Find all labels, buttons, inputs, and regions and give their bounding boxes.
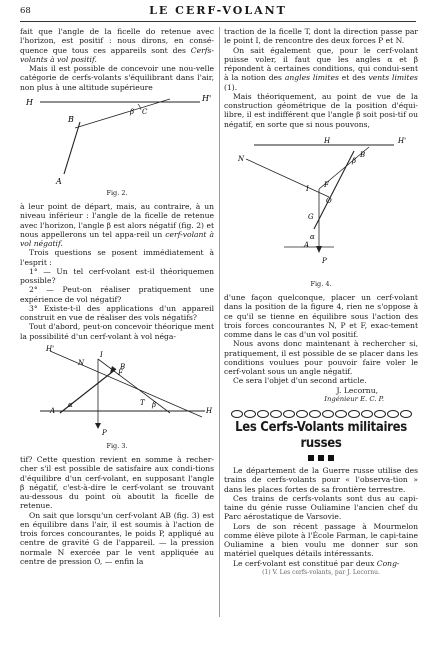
figure-caption: Fig. 4. xyxy=(310,279,332,288)
paragraph: Nous avons donc maintenant à rechercher si, pratiquement, il est possible de se placer dans les conditions voulues pour pouvoir faire voler le cerf-volant sous un angle négatif. xyxy=(224,339,418,376)
figure-caption: Fig. 2. xyxy=(106,188,128,197)
left-column xyxy=(20,27,214,566)
author-title: Ingénieur E. C. P. xyxy=(324,394,384,403)
label-beta: β xyxy=(130,107,135,116)
paragraph: Ces trains de cerfs-volants sont dus au capi-taine du génie russe Ouliamine l'ancien chef du Parc aérostatique de Varsovie. xyxy=(224,493,418,522)
figure-3 xyxy=(20,341,214,441)
label-A: A xyxy=(304,240,310,249)
label-I: I xyxy=(306,184,309,193)
label-F: F xyxy=(118,368,123,377)
label-C: C xyxy=(142,107,148,116)
label-P: P xyxy=(102,428,107,437)
label-H: H xyxy=(206,406,213,415)
label-G: G xyxy=(308,212,314,221)
paragraph: Tout d'abord, peut-on concevoir théorique ment la possibilité d'un cerf-volant à vol néga- xyxy=(20,322,214,341)
kite-line xyxy=(314,151,357,229)
label-N: N xyxy=(78,358,85,367)
label-F: F xyxy=(324,180,329,189)
author-signature: J. Lecornu, xyxy=(336,385,378,395)
figure-4 xyxy=(224,129,418,279)
paragraph: Le département de la Guerre russe utilise des trains de cerfs-volants pour « l'observa-tion » dans les places fortes de sa frontière terrestre. xyxy=(224,466,418,494)
question-3: 3° Existe-t-il des applications d'un appareil construit en vue de réaliser des vols négatifs? xyxy=(20,303,214,322)
label-N: N xyxy=(238,154,245,163)
column-divider xyxy=(219,27,220,617)
label-beta: β xyxy=(352,156,357,165)
weight-arrow xyxy=(95,423,101,429)
wind-line xyxy=(50,351,202,417)
tether-line xyxy=(75,99,170,128)
angle-arc xyxy=(138,104,141,110)
label-P: P xyxy=(322,256,327,265)
header-rule xyxy=(20,21,416,22)
paragraph: à leur point de départ, mais, au contraire, à un niveau inférieur : l'angle de la ficelle de retenue avec l'horizon, l'angle β est alors négatif (fig. 2) et nous appellerons un tel appa-reil un cerf-volant à vol négatif. xyxy=(20,202,215,248)
paragraph: Mais il est possible de concevoir une nou-velle catégorie de cerfs-volants s'équilibrant dans l'air, non plus à une altitude supérieure xyxy=(20,64,214,92)
paragraph: On sait que lorsqu'un cerf-volant AB (fig. 3) est en équilibre dans l'air, il est soumis à l'action de trois forces concourantes, le poids P, appliqué au centre de gravité G de l'appareil. — la pression normale N exercée par le vent appliquée au centre de pression O, — enfin la xyxy=(20,510,214,566)
figure-2 xyxy=(20,92,214,188)
paragraph: Le cerf-volant est constitué par deux Cong- xyxy=(233,558,400,568)
running-title: LE CERF-VOLANT xyxy=(149,4,287,17)
question-2: 2° — Peut-on réaliser pratiquement une expérience de vol négatif? xyxy=(20,285,214,304)
section-ornament xyxy=(224,455,418,461)
figure-caption: Fig. 3. xyxy=(106,441,128,450)
page-number: 68 xyxy=(20,6,31,16)
paragraph: Lors de son récent passage à Mourmelon comme élève pilote à l'École Farman, le capi-taine Ouliamine a bien voulu me donner sur son matériel quelques détails intéressants. xyxy=(224,521,418,559)
paragraph: Trois questions se posent immédiatement à l'esprit : xyxy=(20,248,214,267)
label-A: A xyxy=(50,406,56,415)
paragraph: Ce sera l'objet d'un second article. xyxy=(233,376,367,386)
page-header xyxy=(20,4,416,20)
label-O: O xyxy=(326,196,332,205)
label-alpha: α xyxy=(310,232,315,241)
weight-arrow xyxy=(316,246,322,253)
paragraph: fait que l'angle de la ficelle do retenue avec l'horizon, est positif : nous dirons, en consé-quence que tous ces appareils sont des Cerfs-volants à vol positif. xyxy=(20,27,214,64)
label-H-prime: H' xyxy=(202,93,212,103)
paragraph: d'une façon quelconque, placer un cerf-volant dans la position de la figure 4, rien ne s'oppose à ce qu'il se tienne en équilibre sous l'action des trois forces concourantes N, P et F, exac-tement comme dans le cas d'un vol positif. xyxy=(224,293,418,339)
label-I: I xyxy=(100,350,103,359)
label-H-prime: H' xyxy=(46,344,55,353)
label-H: H xyxy=(26,97,33,107)
section-title: Les Cerfs-Volants militaires russes xyxy=(235,420,407,451)
paragraph: traction de la ficelle T, dont la direction passe par le point I, de rencontre des deux forces P et N. xyxy=(224,27,418,46)
kite-line xyxy=(64,122,80,174)
label-H-prime: H' xyxy=(398,136,407,145)
question-1: 1° — Un tel cerf-volant est-il théoriquemen possible? xyxy=(20,266,214,285)
label-B: B xyxy=(68,114,74,124)
footnote: (1) V. Les cerfs-volants, par J. Lecornu. xyxy=(262,568,380,576)
tether-line xyxy=(98,359,170,413)
wind-line xyxy=(246,159,329,197)
label-T: T xyxy=(140,398,145,407)
label-B: B xyxy=(360,150,366,159)
label-beta: β xyxy=(152,400,157,409)
paragraph: tif? Cette question revient en somme à recher-cher s'il est possible de satisfaire aux condi-tions d'équilibre d'un cerf-volant, en supposant l'angle β négatif, c'est-à-dire le cerf-volant se trouvant au-dessous du point où aboutit la ficelle de retenue. xyxy=(20,455,214,511)
label-B: B xyxy=(120,362,126,371)
label-H: H xyxy=(324,136,331,145)
paragraph: Mais théoriquement, au point de vue de la construction géométrique de la position d'équi-libre, il est indifférent que l'angle β soit posi-tif ou négatif, en sorte que si nous pouvons, xyxy=(224,91,418,129)
label-alpha: α xyxy=(68,400,73,409)
label-A: A xyxy=(56,176,62,186)
right-column xyxy=(224,27,418,577)
paragraph: On sait également que, pour le cerf-volant puisse voler, il faut que les angles α et β répondent à certaines conditions, qui condui-sent à la notion des angles limites et des vents limites (1). xyxy=(224,45,418,92)
chain-ornament xyxy=(224,410,418,418)
